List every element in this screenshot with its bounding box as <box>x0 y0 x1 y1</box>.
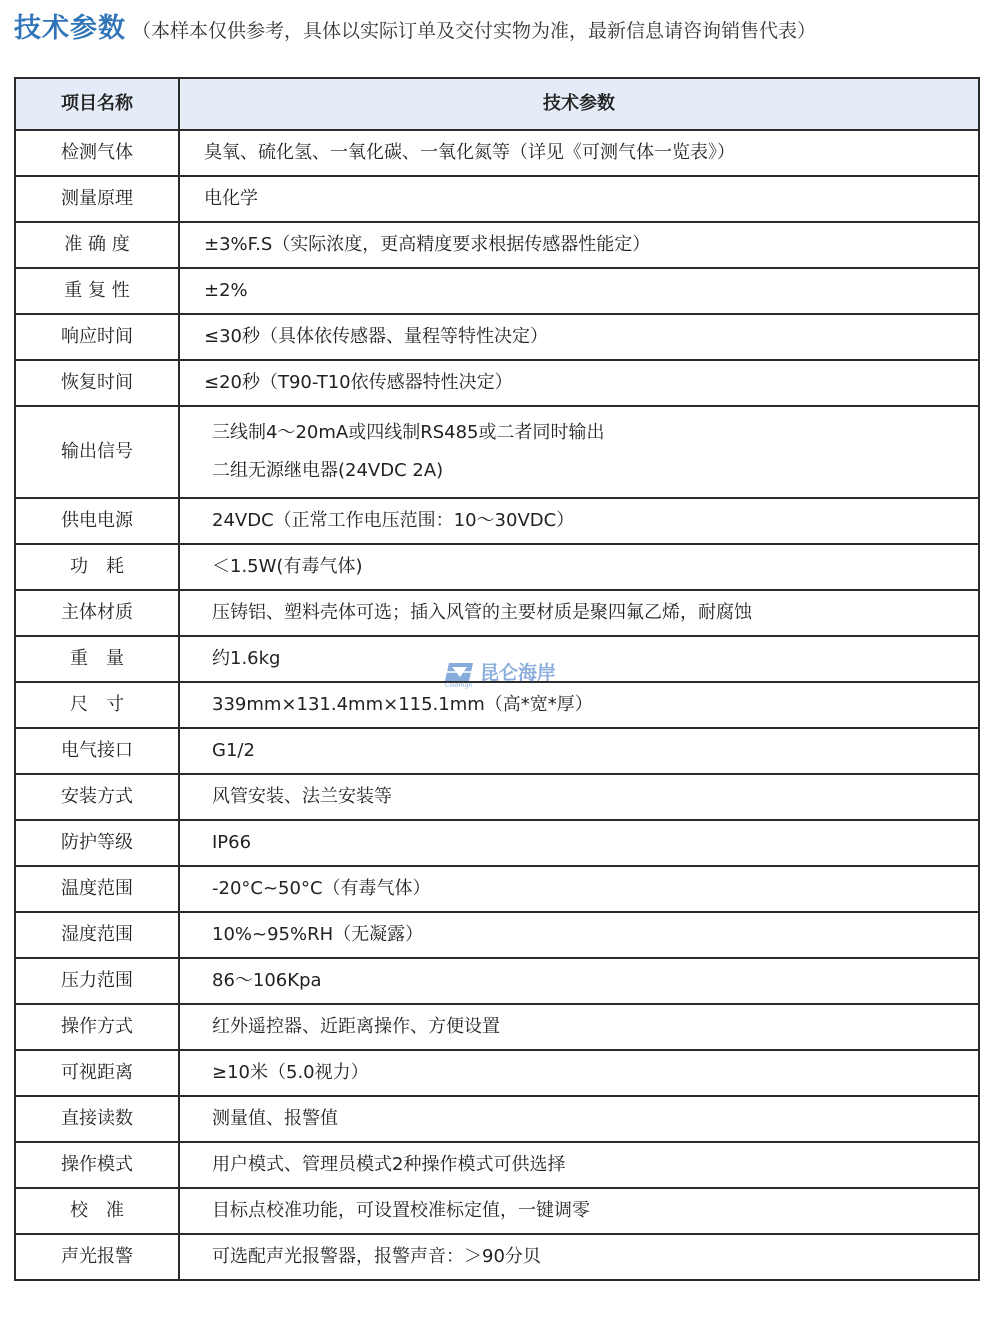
spec-name-cell: 供电电源 <box>15 498 179 544</box>
spec-value-cell <box>179 636 979 682</box>
spec-value-cell <box>179 360 979 406</box>
spec-name-cell: 检测气体 <box>15 130 179 176</box>
spec-name-cell: 尺 寸 <box>15 682 179 728</box>
spec-value-cell <box>179 498 979 544</box>
spec-value-cell <box>179 958 979 1004</box>
spec-name-cell: 声光报警 <box>15 1234 179 1280</box>
spec-value-text: 24VDC（正常工作电压范围：10～30VDC） <box>212 510 575 531</box>
spec-value-text: ±3%F.S（实际浓度，更高精度要求根据传感器性能定） <box>204 234 651 255</box>
page-header <box>14 6 816 46</box>
spec-value-text: IP66 <box>212 832 252 853</box>
spec-value-text: ≤30秒（具体依传感器、量程等特性决定） <box>204 326 548 347</box>
spec-value-text: ±2% <box>204 280 248 301</box>
spec-value-text: ＜1.5W(有毒气体) <box>212 556 363 577</box>
spec-value-text: 风管安装、法兰安装等 <box>212 786 392 807</box>
spec-value-cell <box>179 728 979 774</box>
spec-name-cell: 准 确 度 <box>15 222 179 268</box>
spec-name-cell: 操作方式 <box>15 1004 179 1050</box>
spec-name-cell: 响应时间 <box>15 314 179 360</box>
spec-name-cell: 主体材质 <box>15 590 179 636</box>
spec-value-cell <box>179 222 979 268</box>
table-row <box>15 820 979 866</box>
spec-name-cell: 重 复 性 <box>15 268 179 314</box>
company-logo-icon <box>443 661 477 683</box>
watermark-subtext: ColdHigh <box>445 682 473 689</box>
table-row <box>15 1188 979 1234</box>
table-row <box>15 1096 979 1142</box>
table-row <box>15 1050 979 1096</box>
spec-value-text: 约1.6kg <box>212 648 281 669</box>
spec-name-cell: 压力范围 <box>15 958 179 1004</box>
spec-value-text: ≤20秒（T90-T10依传感器特性决定） <box>204 372 513 393</box>
table-row <box>15 1142 979 1188</box>
page-note: （本样本仅供参考，具体以实际订单及交付实物为准，最新信息请咨询销售代表） <box>132 20 817 42</box>
table-row <box>15 360 979 406</box>
spec-value-text: 红外遥控器、近距离操作、方便设置 <box>212 1016 500 1037</box>
spec-name-cell: 可视距离 <box>15 1050 179 1096</box>
table-row <box>15 406 979 498</box>
table-row <box>15 774 979 820</box>
table-row <box>15 1234 979 1280</box>
spec-name-cell: 温度范围 <box>15 866 179 912</box>
table-row <box>15 590 979 636</box>
spec-value-cell <box>179 1188 979 1234</box>
page-title: 技术参数 <box>14 13 126 44</box>
table-row <box>15 682 979 728</box>
spec-value-cell <box>179 866 979 912</box>
spec-value-text: 测量值、报警值 <box>212 1108 338 1129</box>
spec-value-text: ≥10米（5.0视力） <box>212 1062 369 1083</box>
table-row <box>15 130 979 176</box>
spec-name-cell: 恢复时间 <box>15 360 179 406</box>
spec-value-text: 10%~95%RH（无凝露） <box>212 924 424 945</box>
spec-value-cell <box>179 1004 979 1050</box>
table-row <box>15 222 979 268</box>
spec-value-cell <box>179 820 979 866</box>
table-row <box>15 728 979 774</box>
watermark <box>443 658 557 689</box>
table-row <box>15 268 979 314</box>
table-row <box>15 176 979 222</box>
spec-value-text: 电化学 <box>204 188 258 209</box>
spec-value-cell <box>179 912 979 958</box>
spec-name-cell: 功 耗 <box>15 544 179 590</box>
spec-value-cell <box>179 590 979 636</box>
spec-value-cell <box>179 176 979 222</box>
spec-value-cell <box>179 406 979 498</box>
spec-value-cell <box>179 130 979 176</box>
table-row <box>15 958 979 1004</box>
spec-value-text: 目标点校准功能，可设置校准标定值，一键调零 <box>212 1200 590 1221</box>
spec-value-cell <box>179 1142 979 1188</box>
spec-name-cell: 湿度范围 <box>15 912 179 958</box>
spec-name-cell: 安装方式 <box>15 774 179 820</box>
table-row <box>15 314 979 360</box>
table-row <box>15 866 979 912</box>
table-header-row <box>15 78 979 130</box>
spec-value-text: G1/2 <box>212 740 255 761</box>
spec-value-text: -20°C~50°C（有毒气体） <box>212 878 431 899</box>
spec-name-cell: 操作模式 <box>15 1142 179 1188</box>
spec-value-cell <box>179 268 979 314</box>
column-header-item: 项目名称 <box>15 78 179 130</box>
spec-name-cell: 直接读数 <box>15 1096 179 1142</box>
table-body <box>15 130 979 1280</box>
spec-value-cell <box>179 314 979 360</box>
spec-value-cell <box>179 1096 979 1142</box>
spec-name-cell: 重 量 <box>15 636 179 682</box>
spec-value-text: 臭氧、硫化氢、一氧化碳、一氧化氮等（详见《可测气体一览表》） <box>204 142 735 163</box>
spec-value-cell <box>179 1050 979 1096</box>
spec-value-text: 可选配声光报警器，报警声音：＞90分贝 <box>212 1246 541 1267</box>
spec-value-text: 339mm×131.4mm×115.1mm（高*宽*厚） <box>212 694 593 715</box>
spec-value-text: 86～106Kpa <box>212 970 322 991</box>
spec-value-cell <box>179 682 979 728</box>
spec-value-text: 压铸铝、塑料壳体可选；插入风管的主要材质是聚四氟乙烯，耐腐蚀 <box>212 602 752 623</box>
spec-value-text: 用户模式、管理员模式2种操作模式可供选择 <box>212 1154 566 1175</box>
watermark-text: 昆仑海岸 <box>480 662 557 684</box>
spec-value-text: 二组无源继电器(24VDC 2A) <box>212 460 444 481</box>
spec-value-cell <box>179 544 979 590</box>
spec-name-cell: 防护等级 <box>15 820 179 866</box>
spec-name-cell: 测量原理 <box>15 176 179 222</box>
table-row <box>15 1004 979 1050</box>
spec-name-cell: 输出信号 <box>15 406 179 498</box>
spec-value-cell <box>179 1234 979 1280</box>
column-header-spec: 技术参数 <box>179 78 979 130</box>
spec-value-text: 三线制4～20mA或四线制RS485或二者同时输出 <box>212 422 605 443</box>
spec-name-cell: 校 准 <box>15 1188 179 1234</box>
table-row <box>15 544 979 590</box>
spec-value-cell <box>179 774 979 820</box>
table-row <box>15 912 979 958</box>
spec-name-cell: 电气接口 <box>15 728 179 774</box>
table-row <box>15 498 979 544</box>
